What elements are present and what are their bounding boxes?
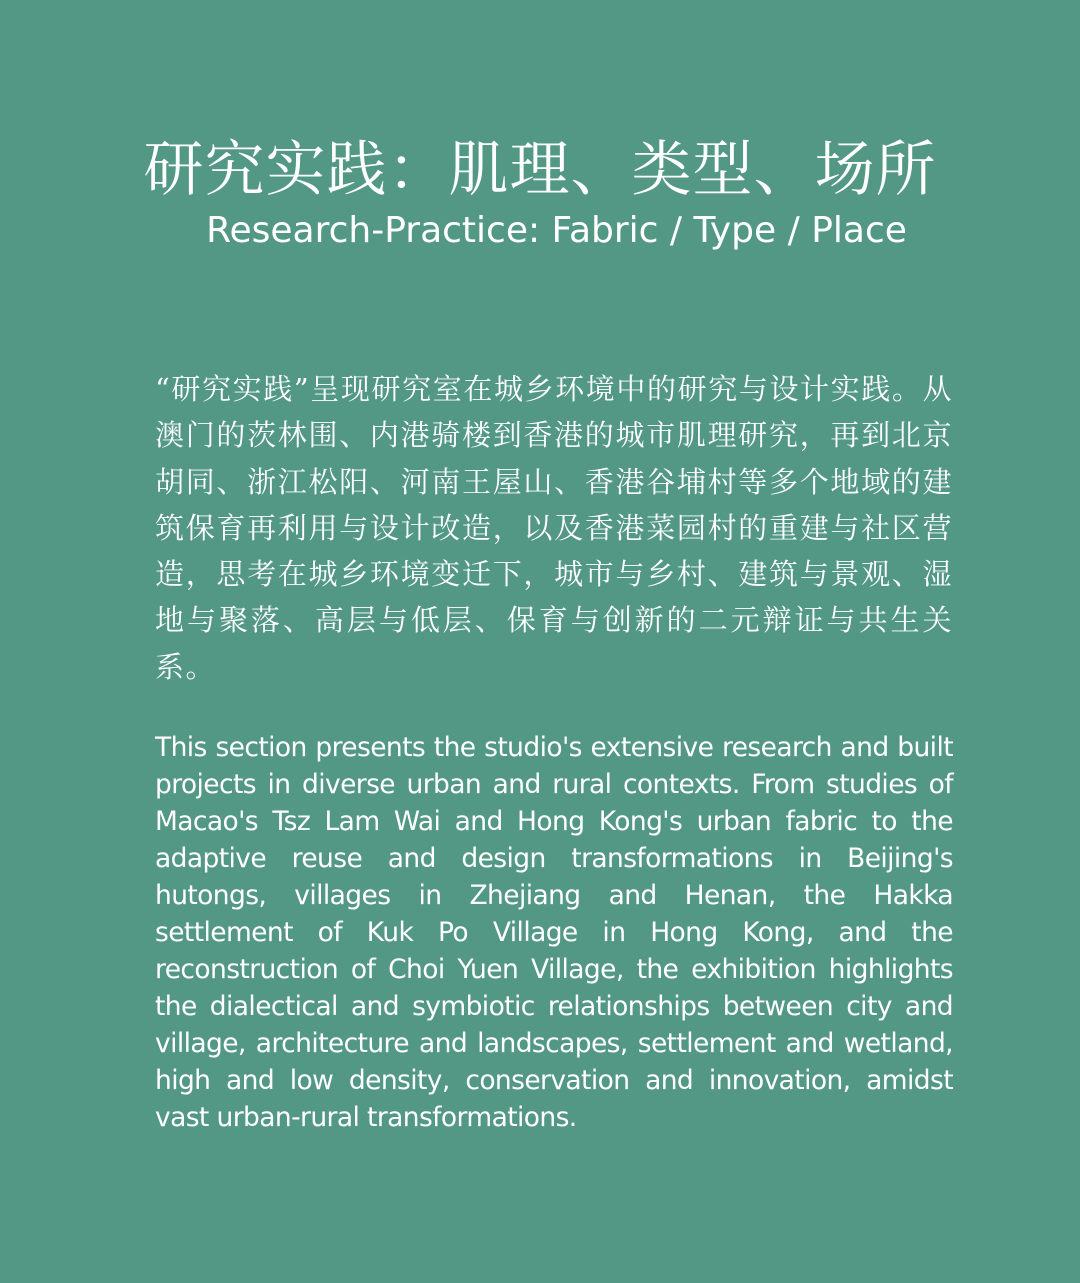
paragraph-chinese: “研究实践”呈现研究室在城乡环境中的研究与设计实践。从澳门的茨林围、内港骑楼到香港的城市肌理研究，再到北京胡同、浙江松阳、河南王屋山、香港谷埔村等多个地域的建筑保育再利用与设计改造，以及香港菜园村的重建与社区营造，思考在城乡环境变迁下，城市与乡村、建筑与景观、湿地与聚落、高层与低层、保育与创新的二元辩证与共生关系。 xyxy=(155,372,953,684)
title-english: Research-Practice: Fabric / Type / Place xyxy=(206,210,907,251)
paragraph-english: This section presents the studio's extensive research and built projects in diverse urban and rural contexts. From studies of Macao's Tsz Lam Wai and Hong Kong's urban fabric to the adaptive reuse and design transformations in Beijing's hutongs, villages in Zhejiang and Henan, the Hakka settlement of Kuk Po Village in Hong Kong, and the reconstruction of Choi Yuen Village, the exhibition highlights the dialectical and symbiotic relationships between city and village, architecture and landscapes, settlement and wetland, high and low density, conservation and innovation, amidst vast urban-rural transformations. xyxy=(155,732,953,1133)
title-chinese: 研究实践：肌理、类型、场所 xyxy=(143,135,937,205)
